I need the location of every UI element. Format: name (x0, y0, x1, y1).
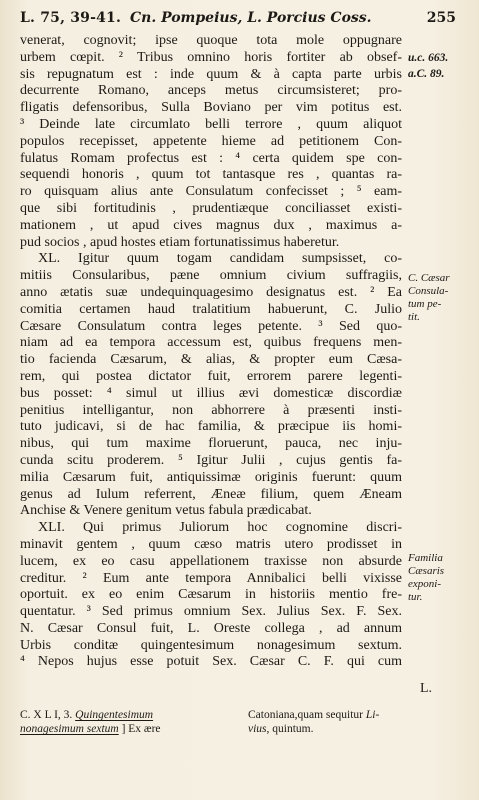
footnote-column-left (20, 708, 240, 736)
footnote-lemma: Quingentesimum (75, 709, 154, 721)
margin-note-familia (408, 552, 472, 604)
footnote-text: Catoniana,quam sequitur (248, 709, 366, 721)
text-line: lucem, ex eo casu appellationem traxisse non absurde (20, 553, 402, 569)
text-line: sis repugnatum est : inde quum & à capta parte urbis (20, 66, 402, 82)
text-line: bus posset: ⁴ simul ut illius ævi domesticæ discordiæ (20, 385, 402, 401)
margin-line: tum pe- (408, 298, 442, 310)
margin-line: Consula- (408, 285, 449, 297)
text-line: anno ætatis suæ undequinquagesimo designatus est. ² Ea (20, 284, 402, 300)
text-line: rem, qui postea dictator fuit, errorem parere legenti- (20, 368, 402, 384)
text-line: venerat, cognovit; ipse quoque tota mole oppugnare (20, 33, 402, 48)
text-line: mitiis Consularibus, pæne omnium civium suffragiis, (20, 268, 402, 284)
text-line: penitius intelligantur, non abhorrere à præsenti insti- (20, 402, 402, 418)
margin-note-caesar (408, 272, 472, 324)
text-line: genus ad Iulum referrent, Æneæ filium, quem Æneam (20, 486, 402, 502)
margin-date-uc: u.c. 663. (408, 52, 449, 64)
text-line: pud socios , apud hostes etiam fortunatissimus haberetur. (20, 234, 340, 250)
text-line: Anchise & Venere genitum vetus fabula prædicabat. (20, 503, 312, 519)
margin-line: tit. (408, 311, 420, 323)
margin-line: Cæsaris (408, 565, 445, 577)
text-line: niam ad ea tempora accessum est, quibus frequens men- (20, 335, 402, 351)
footnote-line (248, 708, 456, 722)
header-title: Cn. Pompeius, L. Porcius Coss. (130, 10, 372, 26)
text-line: mationem , ut apud cives magnus dux , maximus a- (20, 217, 402, 233)
header-citation: L. 75, 39-41. (20, 10, 122, 26)
text-line: fulatus Romam profectus est : ⁴ certa quidem spe con- (20, 150, 402, 166)
running-header (20, 10, 456, 32)
footnote-text: ] Ex ære (121, 723, 161, 735)
footnote-line (20, 722, 240, 736)
text-line: ro quisquam alius ante Consulatum confecisset ; ⁵ eam- (20, 184, 402, 200)
text-line: tio facienda Cæsarum, & alias, & propter eum Cæsa- (20, 352, 402, 368)
text-line: milia Cæsarum fuit, antiquissimæ originis fuerunt: quum (20, 469, 402, 485)
catchword-row (20, 681, 456, 699)
text-line: XL. Igitur quum togam candidam sumpsisset, co- (38, 251, 402, 267)
text-line: que sibi fortitudinis , prudentiæque conciliasset existi- (20, 200, 402, 216)
text-line: sequendi honoris , quum tot tantasque res , quantas ra- (20, 167, 402, 183)
footnote-column-right (248, 708, 456, 736)
catchword: L. (419, 681, 432, 696)
margin-line: tur. (408, 591, 423, 603)
footnote-italic: Li- (365, 709, 380, 721)
margin-line: exponi- (408, 578, 441, 590)
page-number: 255 (426, 10, 456, 26)
margin-note-dates (408, 50, 472, 82)
text-line: quentatur. ³ Sed primus omnium Sex. Julius Sex. F. Sex. (20, 604, 402, 620)
text-line: ³ Deinde late circumlato belli terrore , quum aliquot (20, 116, 402, 132)
text-line: urbem cœpit. ² Tribus omnino horis fortiter ab obsef- (20, 49, 402, 65)
text-line: comitia certamen haud tralatitium habuerunt, C. Julio (20, 301, 402, 317)
margin-line: C. Cæsar (408, 272, 450, 284)
footnote-line (248, 722, 456, 736)
text-line: nibus, qui tum maxime floruerunt, pauca, nec inju- (20, 436, 402, 452)
text-line: N. Cæsar Consul fuit, L. Oreste collega , ad annum (20, 620, 402, 636)
text-line: XLI. Qui primus Juliorum hoc cognomine discri- (38, 520, 402, 536)
footnote-line (20, 708, 240, 722)
text-line: tuto judicavi, si de hac familia, & præcipue iis homi- (20, 419, 402, 435)
text-line: oportuit. ex eo enim Cæsarum in historiis mentio fre- (20, 587, 402, 603)
text-line: minavit gentem , quum cæso matris utero prodisset in (20, 536, 402, 552)
text-line: Urbis conditæ quingentesimum nonagesimum sextum. (20, 637, 402, 653)
footnote-text: , quintum. (266, 723, 314, 735)
margin-date-ac: a.C. 89. (408, 68, 445, 80)
margin-line: Familia (408, 552, 443, 564)
main-text (20, 33, 402, 671)
text-line: cunda scitu proderem. ⁵ Igitur Julii , cujus gentis fa- (20, 452, 402, 468)
text-line: decurrente Romano, anceps metus circumsisteret; pro- (20, 83, 402, 99)
text-line: fligatis defensoribus, Sulla Boviano per vim potitus est. (20, 100, 402, 116)
footnote-lemma: nonagesimum sextum (20, 723, 119, 735)
text-line: Cæsare Consulatum contra leges petente. ³ Sed quo- (20, 318, 402, 334)
footnote-ref: C. X L I, 3. (20, 709, 73, 721)
text-line: creditur. ² Eum ante tempora Annibalici belli vixisse (20, 570, 402, 586)
text-line: ⁴ Nepos hujus esse potuit Sex. Cæsar C. F. qui cum (20, 654, 402, 670)
footnote-italic: vius (248, 723, 267, 735)
text-line: populos recepisset, appetente hieme ad petitionem Con- (20, 133, 402, 149)
